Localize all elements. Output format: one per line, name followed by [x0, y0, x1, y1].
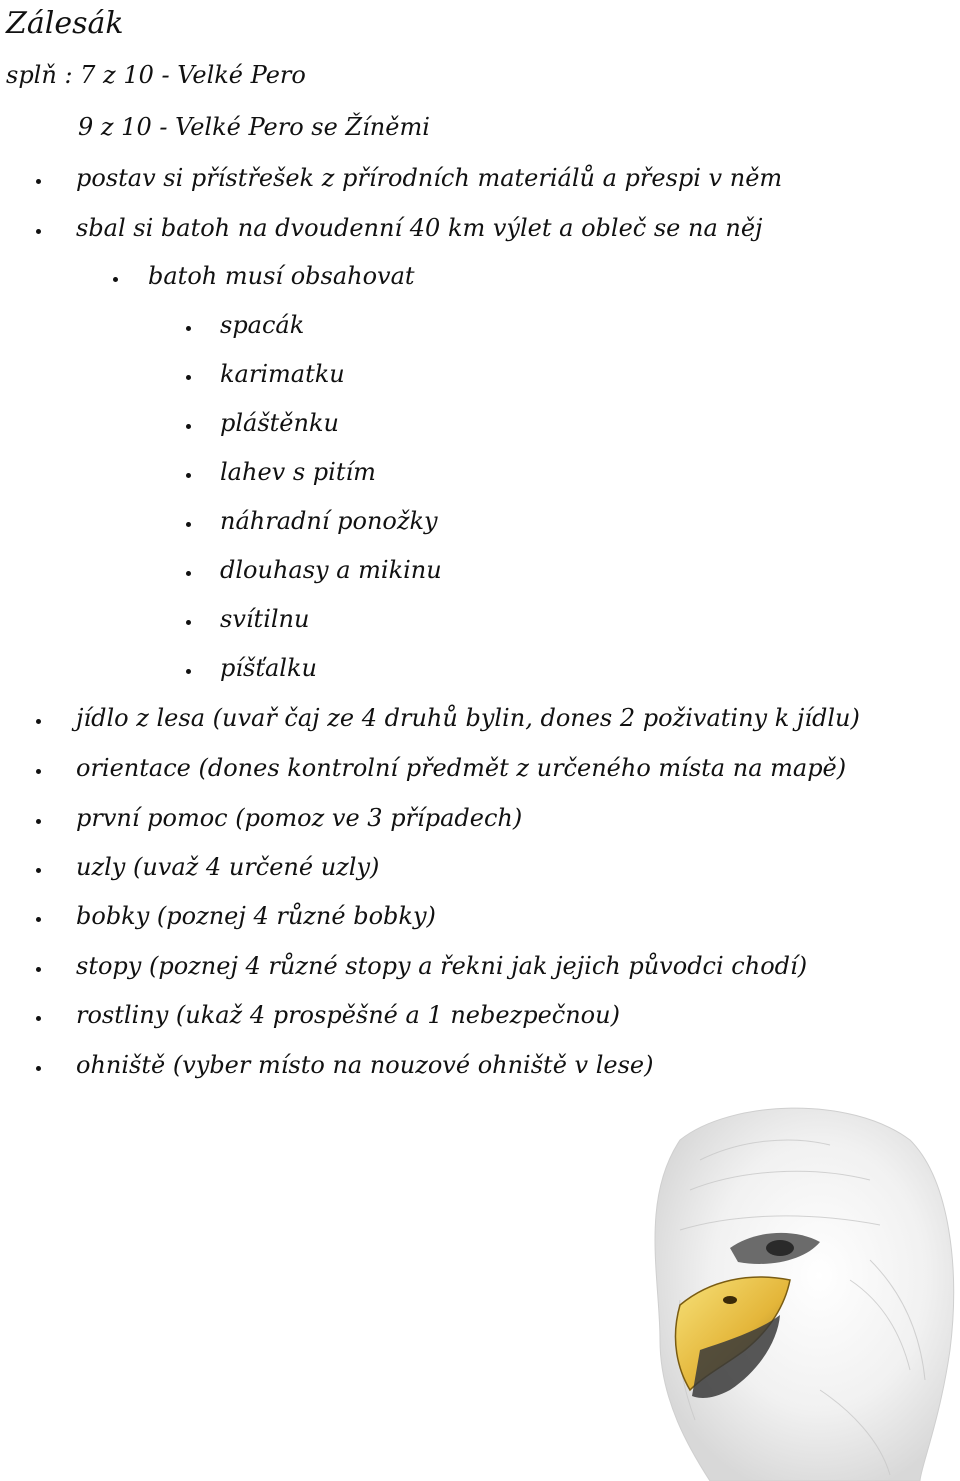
bullet-icon [36, 819, 41, 824]
list-item: svítilnu [220, 605, 310, 633]
list-item: batoh musí obsahovat [148, 262, 415, 290]
bullet-icon [186, 424, 191, 429]
bullet-icon [186, 473, 191, 478]
bullet-icon [36, 179, 41, 184]
bullet-icon [186, 522, 191, 527]
list-item: dlouhasy a mikinu [220, 556, 442, 584]
list-item: první pomoc (pomoz ve 3 případech) [76, 804, 523, 832]
intro-line-1: splň : 7 z 10 - Velké Pero [6, 61, 306, 89]
bullet-icon [186, 620, 191, 625]
list-item: rostliny (ukaž 4 prospěšné a 1 nebezpečnou) [76, 1001, 620, 1029]
bullet-icon [36, 1066, 41, 1071]
bullet-icon [36, 719, 41, 724]
list-item: náhradní ponožky [220, 507, 438, 535]
list-item: lahev s pitím [220, 458, 376, 486]
intro-line-2: 9 z 10 - Velké Pero se Žíněmi [78, 113, 430, 141]
bullet-icon [36, 967, 41, 972]
page-title: Zálesák [6, 6, 124, 41]
bullet-icon [36, 1016, 41, 1021]
list-item: sbal si batoh na dvoudenní 40 km výlet a obleč se na něj [76, 214, 763, 242]
list-item: karimatku [220, 360, 345, 388]
eagle-head-image [620, 1100, 960, 1481]
bullet-icon [186, 669, 191, 674]
list-item: jídlo z lesa (uvař čaj ze 4 druhů bylin, dones 2 poživatiny k jídlu) [76, 704, 860, 732]
list-item: bobky (poznej 4 různé bobky) [76, 902, 436, 930]
bullet-icon [186, 571, 191, 576]
list-item: pláštěnku [220, 409, 339, 437]
bullet-icon [36, 868, 41, 873]
list-item: stopy (poznej 4 různé stopy a řekni jak jejich původci chodí) [76, 952, 808, 980]
list-item: postav si přístřešek z přírodních materiálů a přespi v něm [76, 164, 783, 192]
list-item: orientace (dones kontrolní předmět z určeného místa na mapě) [76, 754, 847, 782]
bullet-icon [36, 917, 41, 922]
list-item: uzly (uvaž 4 určené uzly) [76, 853, 380, 881]
bullet-icon [186, 375, 191, 380]
bullet-icon [186, 326, 191, 331]
list-item: spacák [220, 311, 305, 339]
bullet-icon [36, 229, 41, 234]
bullet-icon [36, 769, 41, 774]
list-item: ohniště (vyber místo na nouzové ohniště v lese) [76, 1051, 654, 1079]
list-item: píšťalku [220, 654, 317, 682]
bullet-icon [113, 277, 118, 282]
